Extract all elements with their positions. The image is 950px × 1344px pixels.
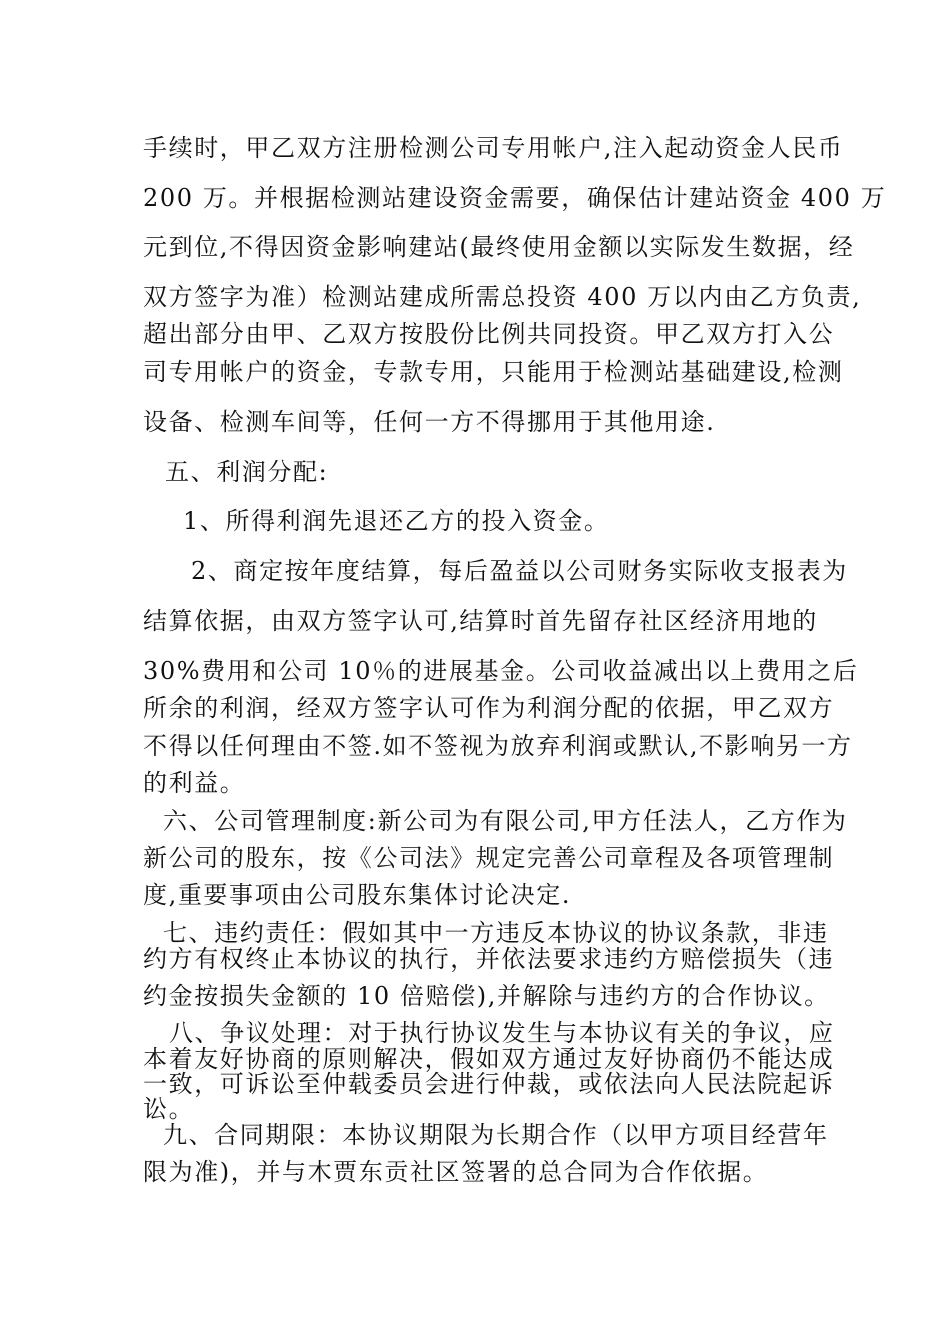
text-line: 200 万。并根据检测站建设资金需要，确保估计建站资金 400 万 [143,184,887,212]
section-heading: 八、争议处理：对于执行协议发生与本协议有关的争议，应 [169,1019,835,1047]
section-heading: 六、公司管理制度:新公司为有限公司,甲方任法人，乙方作为 [163,807,848,835]
text-line: 不得以任何理由不签.如不签视为放弃利润或默认,不影响另一方 [143,732,853,760]
text-line: 2、商定按年度结算，每后盈益以公司财务实际收支报表为 [191,557,848,585]
text-line: 新公司的股东，按《公司法》规定完善公司章程及各项管理制 [143,844,835,872]
text-line: 限为准)，并与木贾东贡社区签署的总合同为合作依据。 [143,1158,769,1186]
text-line: 1、所得利润先退还乙方的投入资金。 [183,507,610,535]
text-line: 双方签字为准）检测站建成所需总投资 400 万以内由乙方负责, [143,283,862,311]
text-line: 超出部分由甲、乙双方按股份比例共同投资。甲乙双方打入公 [143,320,835,348]
text-line: 司专用帐户的资金，专款专用，只能用于检测站基础建设,检测 [143,358,844,386]
section-heading: 九、合同期限：本协议期限为长期合作（以甲方项目经营年 [163,1121,829,1149]
text-line: 元到位,不得因资金影响建站(最终使用金额以实际发生数据，经 [143,233,855,261]
text-line: 手续时，甲乙双方注册检测公司专用帐户,注入起动资金人民币 [143,134,844,162]
text-line: 度,重要事项由公司股东集体讨论决定. [143,881,572,909]
text-line: 30%费用和公司 10％的进展基金。公司收益减出以上费用之后 [143,657,859,685]
text-line: 约金按损失金额的 10 倍赔偿),并解除与违约方的合作协议。 [143,982,830,1010]
text-line: 设备、检测车间等，任何一方不得挪用于其他用途. [143,408,716,436]
text-line: 结算依据，由双方签字认可,结算时首先留存社区经济用地的 [143,607,818,635]
text-line: 的利益。 [143,769,246,797]
section-heading: 五、利润分配: [165,458,329,486]
text-line: 约方有权终止本协议的执行，并依法要求违约方赔偿损失（违 [143,945,835,973]
text-line: 讼。 [143,1095,195,1123]
text-line: 所余的利润，经双方签字认可作为利润分配的依据，甲乙双方 [143,694,835,722]
text-line: 一致，可诉讼至仲载委员会进行仲裁，或依法向人民法院起诉 [143,1070,835,1098]
text-line: 本着友好协商的原则解决，假如双方通过友好协商仍不能达成 [143,1045,835,1073]
section-heading: 七、违约责任：假如其中一方违反本协议的协议条款，非违 [163,919,829,947]
